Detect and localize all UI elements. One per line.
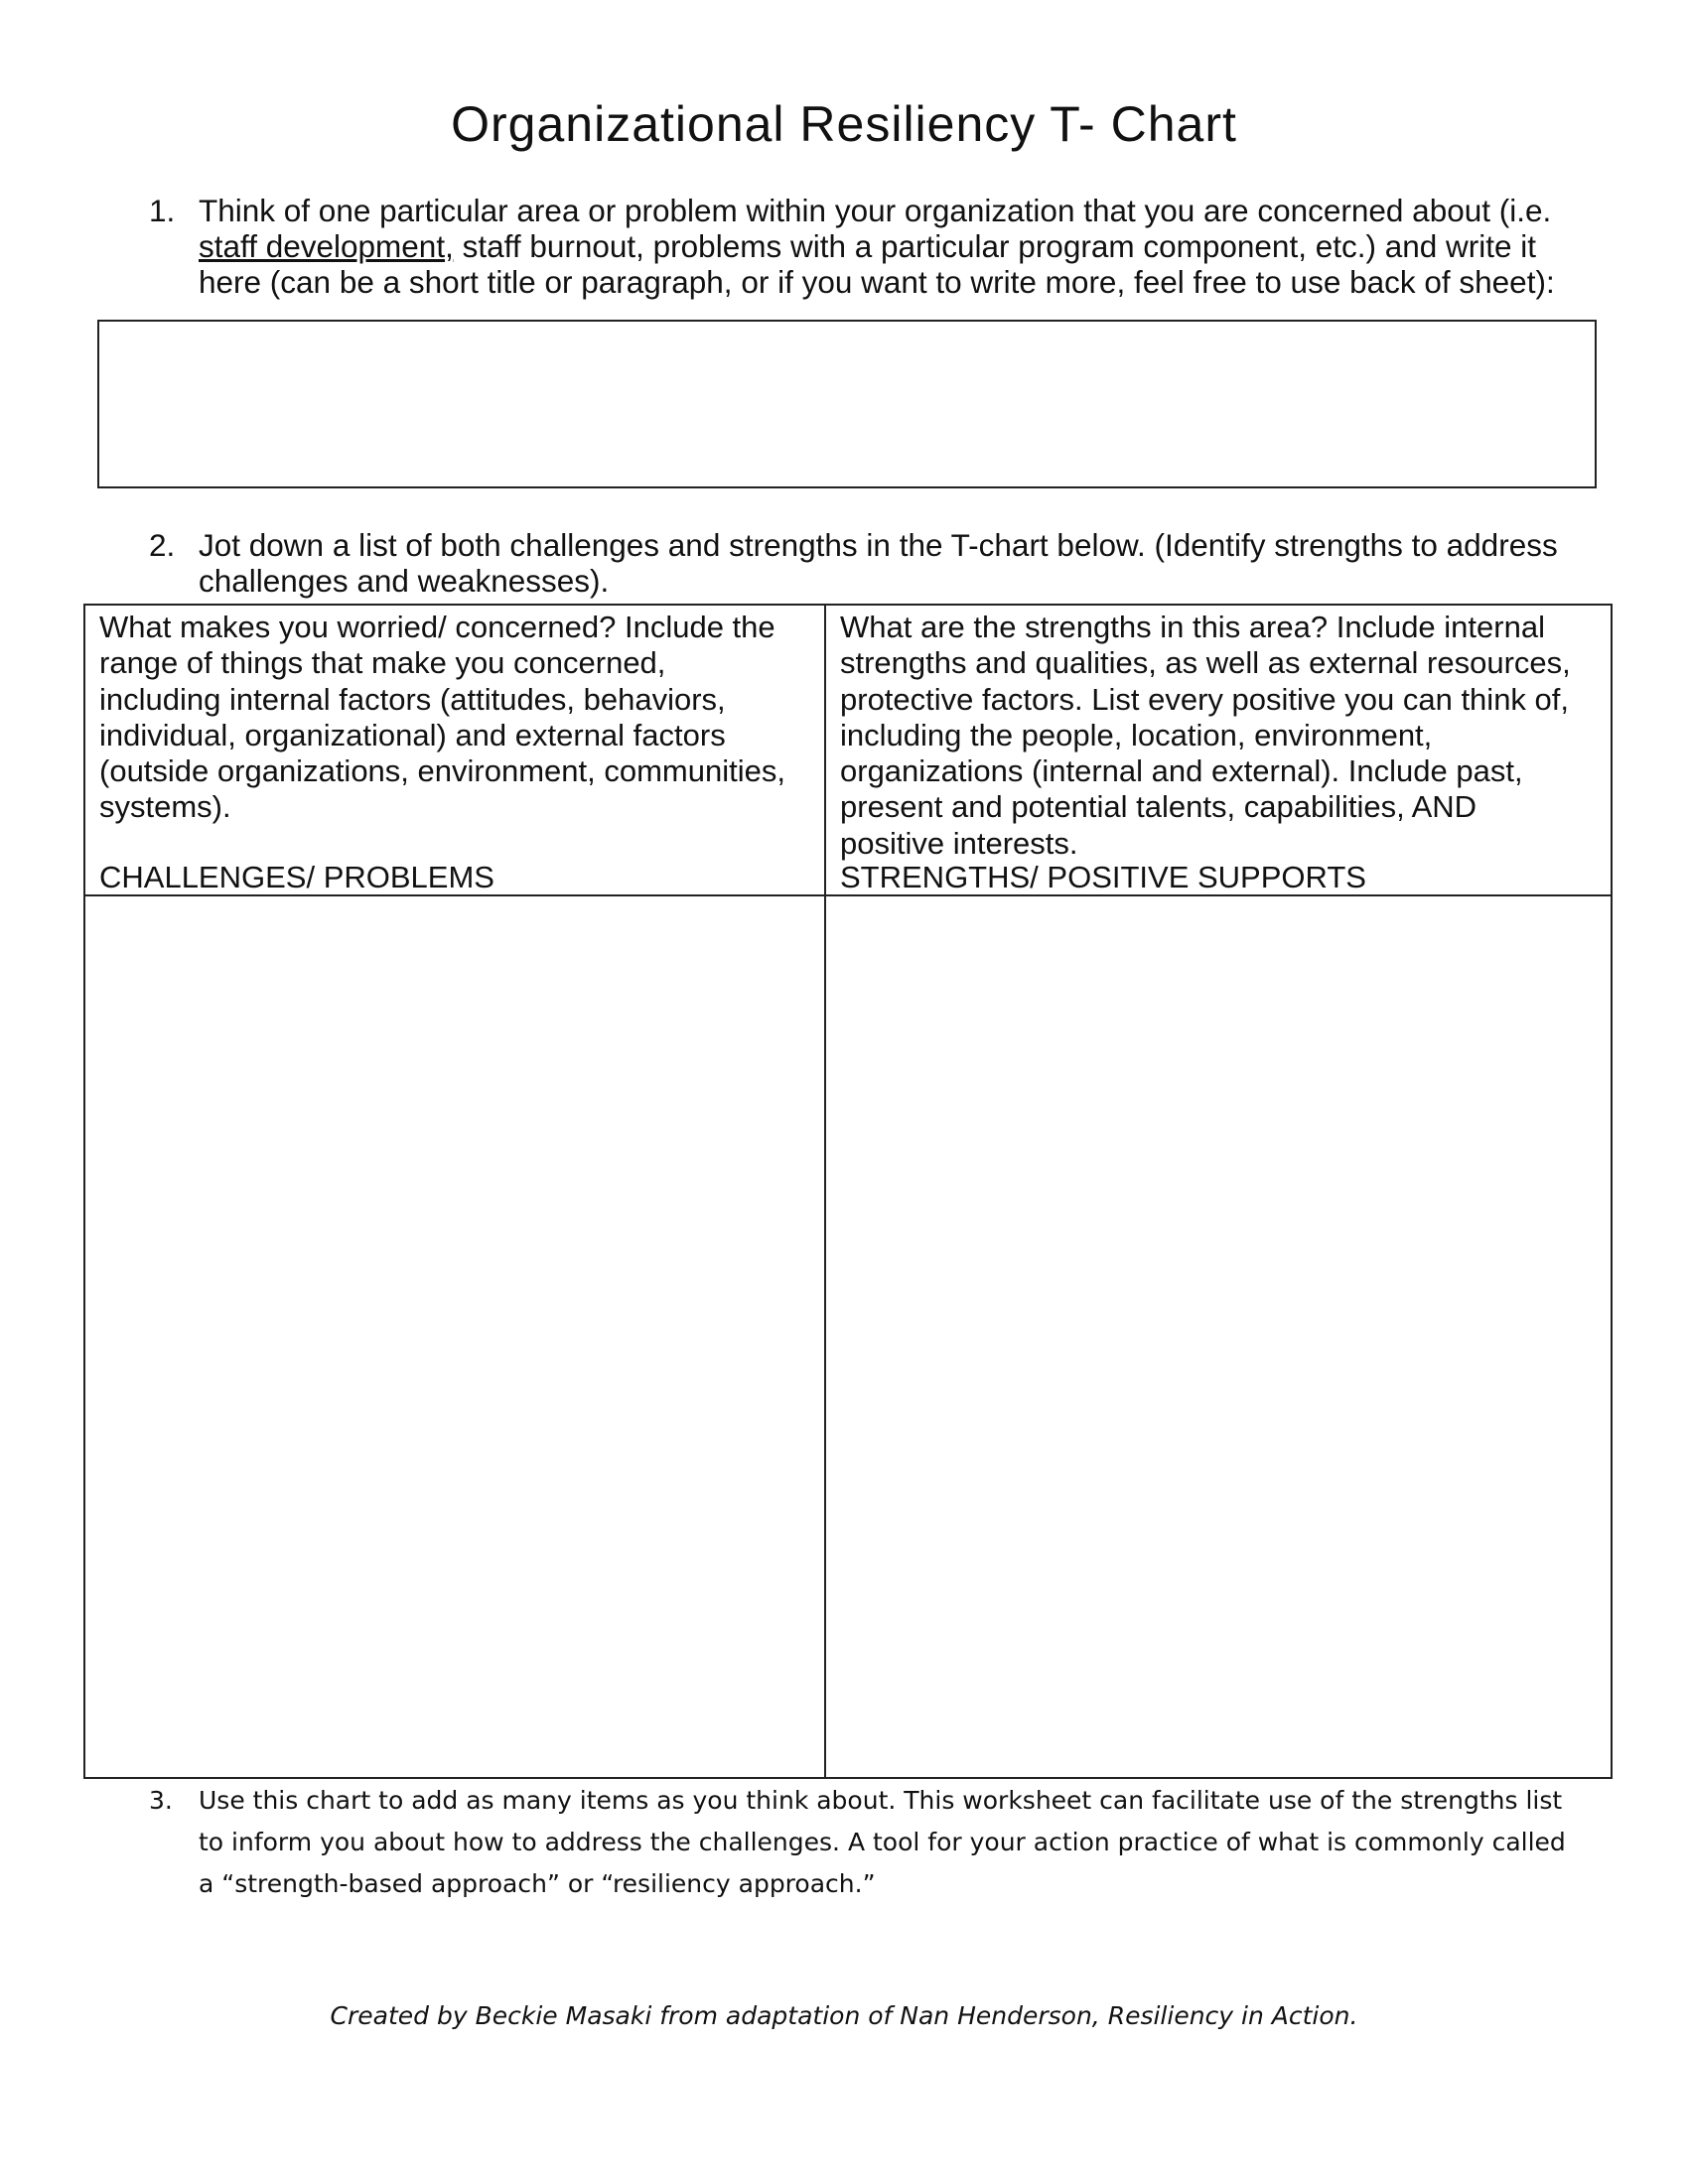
strengths-heading: STRENGTHS/ POSITIVE SUPPORTS <box>840 860 1366 894</box>
instruction-1-number: 1. <box>149 193 176 228</box>
instruction-3 <box>149 1780 1589 1905</box>
instruction-3-number: 3. <box>149 1786 173 1815</box>
instruction-3-text: Use this chart to add as many items as you think about. This worksheet can facilitate use of the strengths list to inform you about how to address the challenges. A tool for your action practice of what is commonly called a “strength-based approach” or “resiliency approach.” <box>199 1786 1566 1898</box>
instruction-1-rest: staff burnout, problems with a particular program component, etc.) and write it here (can be a short title or paragraph, or if you want to write more, feel free to use back of sheet): <box>199 228 1555 300</box>
strengths-write-area[interactable] <box>826 896 1611 1777</box>
instruction-2-number: 2. <box>149 527 176 563</box>
problem-answer-box[interactable] <box>97 320 1597 488</box>
instruction-1-text <box>199 193 1589 300</box>
instruction-2 <box>149 527 1589 599</box>
instruction-2-text: Jot down a list of both challenges and strengths in the T-chart below. (Identify strengths to address challenges and weaknesses). <box>199 527 1558 599</box>
strengths-description: What are the strengths in this area? Include internal strengths and qualities, as well as external resources, protective factors. List every positive you can think of, including the people, location, environment, organizations (internal and external). Include past, present and potential talents, capabilities, AND positive interests. <box>840 610 1571 861</box>
instruction-1 <box>149 193 1589 300</box>
t-chart <box>83 604 1613 1779</box>
challenges-description: What makes you worried/ concerned? Include the range of things that make you concerned, including internal factors (attitudes, behaviors, individual, organizational) and external factors (outside organizations, environment, communities, systems). <box>99 610 785 825</box>
credit-line: Created by Beckie Masaki from adaptation of Nan Henderson, Resiliency in Action. <box>330 2001 1358 2030</box>
challenges-heading: CHALLENGES/ PROBLEMS <box>99 860 494 894</box>
instruction-1-underlined: staff development, <box>199 228 454 264</box>
instruction-1-intro: Think of one particular area or problem within your organization that you are concerned about (i.e. <box>199 193 1552 228</box>
challenges-write-area[interactable] <box>85 896 824 1777</box>
page-title: Organizational Resiliency T- Chart <box>451 96 1237 152</box>
